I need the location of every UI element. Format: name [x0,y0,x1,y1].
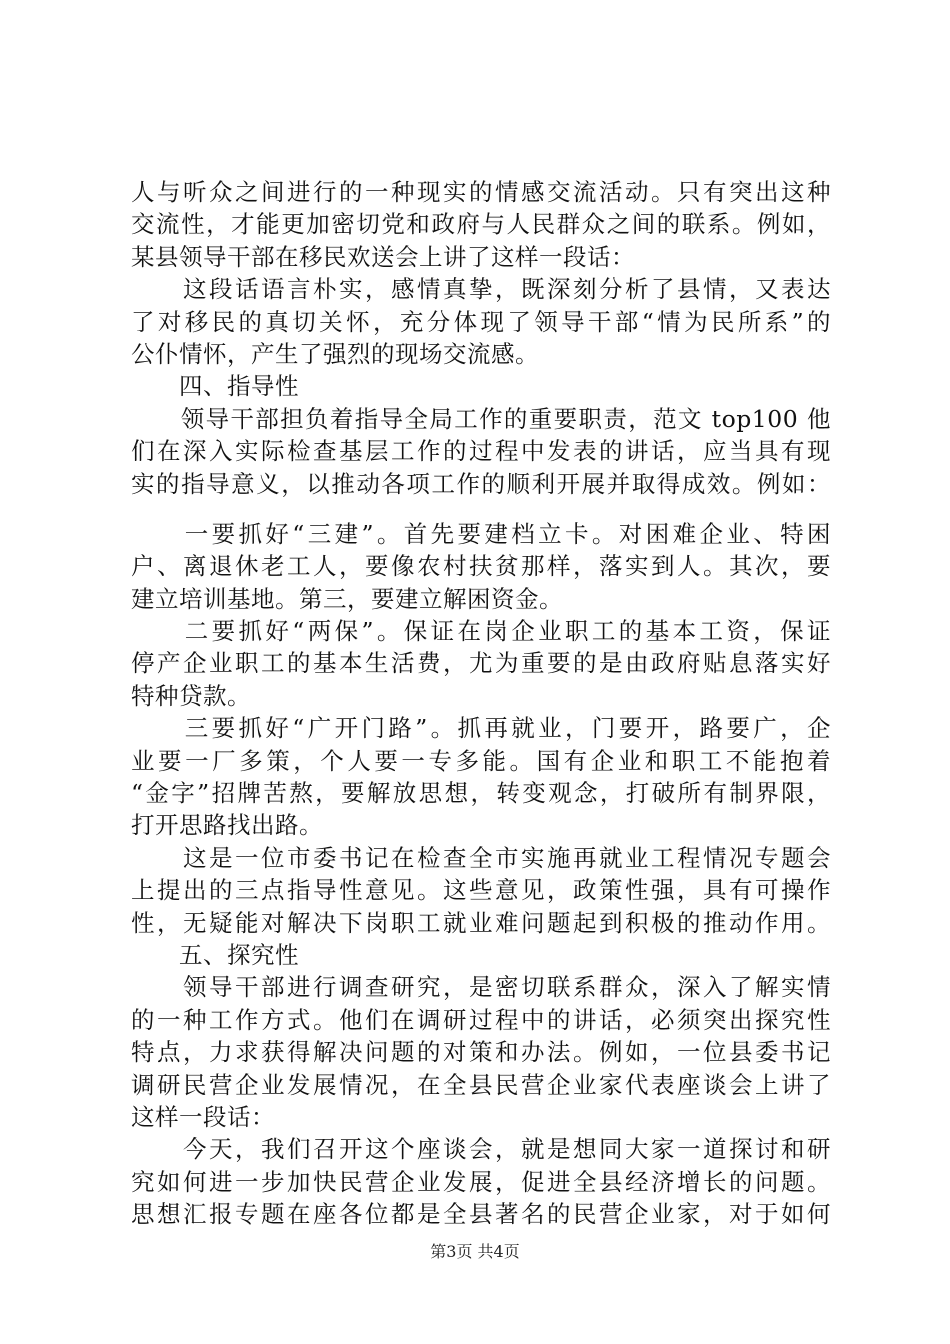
text-line: “金字”招牌苦熬，要解放思想，转变观念，打破所有制界限， [131,779,831,808]
text-line: 打开思路找出路。 [131,811,323,840]
text-line: 究如何进一步加快民营企业发展，促进全县经济增长的问题。 [131,1167,831,1196]
text-line: 这样一段话： [131,1102,275,1131]
body-text [131,176,831,1231]
text-line: 了对移民的真切关怀，充分体现了领导干部“情为民所系”的 [131,307,831,336]
text-line: 调研民营企业发展情况，在全县民营企业家代表座谈会上讲了 [131,1070,831,1099]
text-line: 们在深入实际检查基层工作的过程中发表的讲话，应当具有现 [131,437,831,466]
text-line: 户、离退休老工人，要像农村扶贫那样，落实到人。其次，要 [131,552,831,581]
text-line: 停产企业职工的基本生活费，尤为重要的是由政府贴息落实好 [131,649,831,678]
text-line: 二要抓好“两保”。保证在岗企业职工的基本工资，保证 [131,617,831,646]
text-line: 上提出的三点指导性意见。这些意见，政策性强，具有可操作 [131,876,831,905]
text-line: 公仆情怀，产生了强烈的现场交流感。 [131,339,539,368]
text-line: 人与听众之间进行的一种现实的情感交流活动。只有突出这种 [131,178,831,206]
text-line: 交流性，才能更加密切党和政府与人民群众之间的联系。例如， [131,210,831,239]
text-line: 这是一位市委书记在检查全市实施再就业工程情况专题会 [131,843,831,872]
blank-line [131,500,831,518]
text-line: 今天，我们召开这个座谈会，就是想同大家一道探讨和研 [131,1135,831,1164]
text-line: 某县领导干部在移民欢送会上讲了这样一段话： [131,242,635,271]
text-line: 业要一厂多策，个人要一专多能。国有企业和职工不能抱着 [131,746,831,775]
text-line: 领导干部进行调查研究，是密切联系群众，深入了解实情 [131,973,831,1002]
page-footer: 第3页 共4页 [430,1242,520,1261]
text-line: 三要抓好“广开门路”。抓再就业，门要开，路要广，企 [131,714,831,743]
text-line: 的一种工作方式。他们在调研过程中的讲话，必须突出探究性 [131,1005,831,1034]
text-line: 这段话语言朴实，感情真挚，既深刻分析了县情，又表达 [131,275,831,304]
text-line: 五、探究性 [131,940,299,969]
text-line: 领导干部担负着指导全局工作的重要职责，范文 top100 他 [131,404,831,433]
text-line: 一要抓好“三建”。首先要建档立卡。对困难企业、特困 [131,519,831,548]
text-line: 实的指导意义，以推动各项工作的顺利开展并取得成效。例如： [131,469,831,498]
text-line: 四、指导性 [131,372,299,401]
text-line: 特点，力求获得解决问题的对策和办法。例如，一位县委书记 [131,1038,831,1067]
text-line: 建立培训基地。第三，要建立解困资金。 [131,584,563,613]
text-line: 性，无疑能对解决下岗职工就业难问题起到积极的推动作用。 [131,908,831,937]
text-line: 思想汇报专题在座各位都是全县著名的民营企业家，对于如何 [131,1200,831,1229]
text-line: 特种贷款。 [131,681,251,710]
